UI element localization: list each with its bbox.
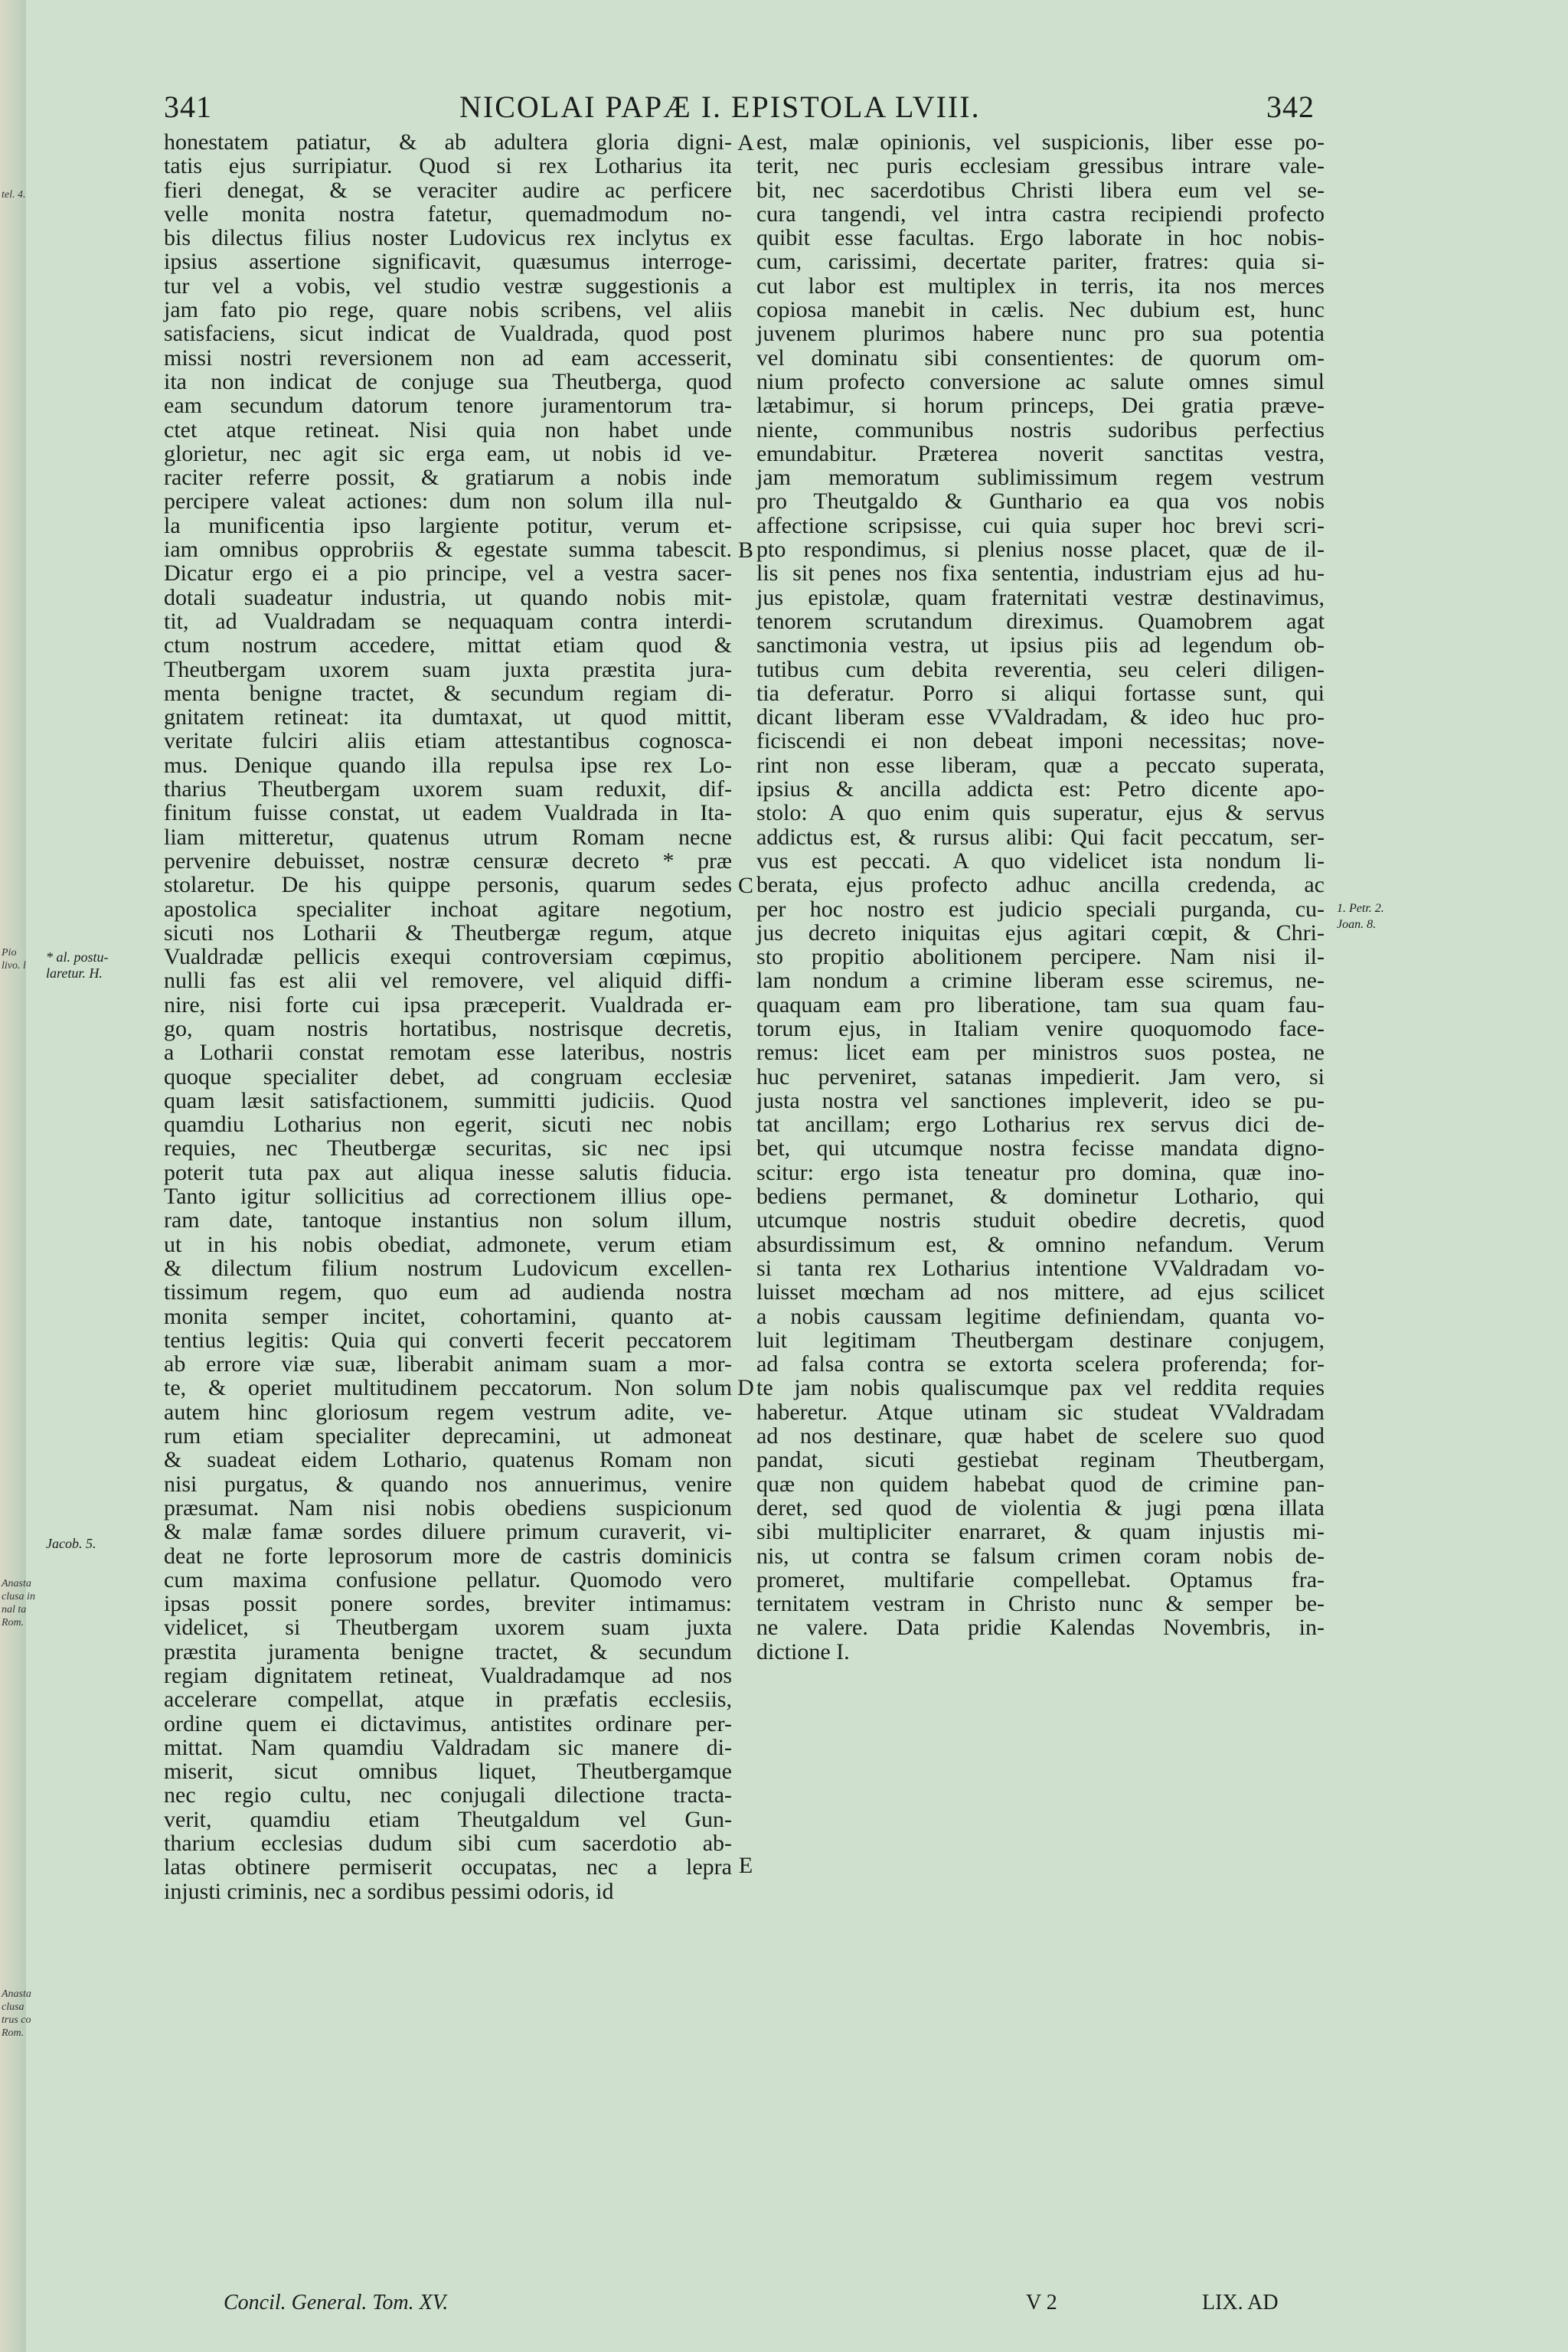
gutter-note: tel. 4.	[2, 189, 26, 201]
text-line: bit, nec sacerdotibus Christi libera eum vel se-	[756, 177, 1325, 203]
text-line: & malæ famæ sordes diluere primum curaverit, vi-	[164, 1519, 732, 1545]
text-line: tat ancillam; ergo Lotharius rex servus dici de-	[756, 1112, 1325, 1138]
text-line: liam mitteretur, quatenus utrum Romam necne	[164, 824, 732, 850]
text-line: niente, communibus nostris sudoribus perfectius	[756, 416, 1325, 443]
text-line: a nobis caussam legitime definiendam, quanta vo-	[756, 1303, 1325, 1329]
text-line: justa nostra vel sanctiones impleverit, ideo se pu-	[756, 1087, 1325, 1113]
text-line: cut labor est multiplex in terris, ita nos merces	[756, 273, 1325, 299]
text-line: monita semper incitet, cohortamini, quanto at-	[164, 1303, 732, 1329]
text-line: deat ne forte leprosorum more de castris dominicis	[164, 1543, 732, 1569]
text-line: verit, quamdiu etiam Theutgaldum vel Gun-	[164, 1806, 732, 1832]
text-line: bet, qui utcumque nostra fecisse mandata digno-	[756, 1135, 1325, 1161]
text-line: finitum fuisse constat, ut eadem Vualdrada in Ita-	[164, 800, 732, 826]
text-line: dotali suadeatur industria, ut quando nobis mit-	[164, 584, 732, 610]
text-line: tharium ecclesias dudum sibi cum sacerdotio ab-	[164, 1831, 732, 1857]
text-line: est, malæ opinionis, vel suspicionis, liber esse po-	[756, 129, 1325, 155]
text-line: lam nondum a crimine liberam esse sciremus, ne-	[756, 968, 1325, 994]
text-line: missi nostri reversionem non ad eam accesserit,	[164, 345, 732, 371]
text-line: regiam dignitatem retineat, Vualdradamque ad nos	[164, 1663, 732, 1688]
text-line: affectione scripsisse, cui quia super hoc brevi scri-	[756, 512, 1325, 538]
running-title: NICOLAI PAPÆ I. EPISTOLA LVIII.	[459, 90, 981, 124]
text-line: ternitatem vestram in Christo nunc & semper be-	[756, 1591, 1325, 1617]
text-line: præstita juramenta benigne tractet, & secundum	[164, 1638, 732, 1664]
text-line: ordine quem ei dictavimus, antistites ordinare per-	[164, 1710, 732, 1736]
text-line: rint non esse liberam, quæ a peccato superata,	[756, 752, 1325, 778]
text-line: tharius Theutbergam uxorem suam reduxit, dif-	[164, 776, 732, 802]
running-header	[0, 89, 1568, 129]
text-line: remus: licet eam per ministros suos postea, ne	[756, 1040, 1325, 1066]
text-line: stolo: A quo enim quis superatur, ejus & servus	[756, 800, 1325, 826]
text-line: & suadeat eidem Lothario, quatenus Romam non	[164, 1447, 732, 1473]
right-text-column	[756, 130, 1325, 1664]
text-line: terit, nec puris ecclesiam gressibus intrare vale-	[756, 153, 1325, 179]
text-line: raciter referre possit, & gratiarum a nobis inde	[164, 465, 732, 491]
footer-signature: V 2	[1026, 2291, 1057, 2314]
text-line: ipsius assertione significavit, quæsumus interroge-	[164, 249, 732, 275]
text-line: te jam nobis qualiscumque pax vel reddita requies	[756, 1375, 1325, 1401]
text-line: ita non indicat de conjuge sua Theutberga, quod	[164, 368, 732, 394]
text-line: jam fato pio rege, quare nobis scribens, vel aliis	[164, 297, 732, 323]
text-line: sanctimonia vestra, ut ipsius piis ad legendum ob-	[756, 632, 1325, 658]
text-line: eam secundum datorum tenore juramentorum tra-	[164, 393, 732, 419]
margin-note-petr: 1. Petr. 2. Joan. 8.	[1337, 902, 1384, 931]
text-line: pro Theutgaldo & Gunthario ea qua vos nobis	[756, 488, 1325, 514]
text-line: glorietur, nec agit sic erga eam, ut nobis id ve-	[164, 440, 732, 466]
text-line: per hoc nostro est judicio speciali purganda, cu-	[756, 896, 1325, 922]
text-line: nis, ut contra se falsum crimen coram nobis de-	[756, 1543, 1325, 1569]
text-line: nium profecto conversione ac salute omnes simul	[756, 368, 1325, 394]
text-line: berata, ejus profecto adhuc ancilla credenda, ac	[756, 872, 1325, 898]
text-line: pervenire debuisset, nostræ censuræ decreto * præ	[164, 848, 732, 874]
text-line: percipere valeat actiones: dum non solum illa nul-	[164, 488, 732, 514]
text-line: præsumat. Nam nisi nobis obediens suspicionum	[164, 1494, 732, 1521]
text-line: torum ejus, in Italiam venire quoquomodo face-	[756, 1015, 1325, 1041]
text-line: menta benigne tractet, & secundum regiam di-	[164, 680, 732, 706]
text-line: vel dominatu sibi consentientes: de quorum om-	[756, 345, 1325, 371]
section-mark-a: A	[737, 130, 754, 155]
text-line: veritate fulciri aliis etiam attestantibus cognosca-	[164, 728, 732, 754]
text-line: nire, nisi forte cui ipsa præceperit. Vualdrada er-	[164, 991, 732, 1018]
text-line: a Lotharii constat remotam esse lateribus, nostris	[164, 1040, 732, 1066]
text-line: lis sit penes nos fixa sententia, industriam ejus ad hu-	[756, 560, 1325, 586]
text-line: ctum nostrum accedere, mittat etiam quod &	[164, 632, 732, 658]
text-line: tia deferatur. Porro si aliqui fortasse sunt, qui	[756, 680, 1325, 706]
text-line: copiosa manebit in cælis. Nec dubium est, hunc	[756, 297, 1325, 323]
text-line: videlicet, si Theutbergam uxorem suam juxta	[164, 1615, 732, 1641]
text-line: quaquam eam pro liberatione, tam sua quam fau-	[756, 991, 1325, 1018]
text-line: si tanta rex Lotharius intentione VValdradam vo-	[756, 1255, 1325, 1281]
text-line: ut in his nobis obediat, admonete, verum etiam	[164, 1231, 732, 1257]
text-line: ne valere. Data pridie Kalendas Novembris, in-	[756, 1615, 1325, 1641]
text-line: latas obtinere permiserit occupatas, nec a lepra	[164, 1854, 732, 1880]
text-line: nec regio cultu, nec conjugali dilectione tracta-	[164, 1782, 732, 1808]
text-line: huc perveniret, satanas impedierit. Jam vero, si	[756, 1063, 1325, 1089]
text-line: promeret, multifarie compellebat. Optamus fra-	[756, 1566, 1325, 1592]
text-line: nisi purgatus, & quando nos annuerimus, venire	[164, 1471, 732, 1497]
text-line: honestatem patiatur, & ab adultera gloria digni-	[164, 129, 732, 155]
gutter-note: Anasta clusa in nal ta Rom.	[2, 1578, 35, 1628]
text-line: & dilectum filium nostrum Ludovicum excellen-	[164, 1255, 732, 1281]
text-line: Vualdradæ pellicis exequi controversiam cœpimus,	[164, 944, 732, 970]
text-line: autem hinc gloriosum regem vestrum adite, ve-	[164, 1399, 732, 1425]
text-line: apostolica specialiter inchoat agitare negotium,	[164, 896, 732, 922]
text-line: sibi multipliciter enarraret, & quam injustis mi-	[756, 1519, 1325, 1545]
text-line: poterit tuta pax aut aliqua inesse salutis fiducia.	[164, 1159, 732, 1185]
text-line: gnitatem retineat: ita dumtaxat, ut quod mittit,	[164, 704, 732, 730]
text-line: go, quam nostris hortatibus, nostrisque decretis,	[164, 1015, 732, 1041]
text-line: iam omnibus opprobriis & egestate summa tabescit.	[164, 537, 732, 563]
gutter-note: Pio livo. l	[2, 947, 26, 972]
text-line: absurdissimum est, & omnino nefandum. Verum	[756, 1231, 1325, 1257]
page-footer	[0, 2291, 1568, 2321]
text-line: quoque specialiter debet, ad congruam ecclesiæ	[164, 1063, 732, 1089]
text-line: luisset mœcham ad nos mittere, ad ejus scilicet	[756, 1279, 1325, 1305]
text-line: Dicatur ergo ei a pio principe, vel a vestra sacer-	[164, 560, 732, 586]
text-line: miserit, sicut omnibus liquet, Theutbergamque	[164, 1759, 732, 1785]
text-line: accelerare compellat, atque in præfatis ecclesiis,	[164, 1687, 732, 1713]
text-line: deret, sed quod de violentia & jugi pœna illata	[756, 1494, 1325, 1521]
text-line: mittat. Nam quamdiu Valdradam sic manere di-	[164, 1734, 732, 1760]
footer-catchword: LIX. AD	[1202, 2291, 1279, 2314]
text-line: quam læsit satisfactionem, summitti judiciis. Quod	[164, 1087, 732, 1113]
text-line: jam memoratum sublimissimum regem vestrum	[756, 465, 1325, 491]
text-line: bis dilectus filius noster Ludovicus rex inclytus ex	[164, 225, 732, 251]
text-line: tenorem scrutandum direximus. Quamobrem agat	[756, 608, 1325, 634]
text-line: ficiscendi ei non debeat imponi necessitas; nove-	[756, 728, 1325, 754]
text-line: lætabimur, si horum princeps, Dei gratia præve-	[756, 393, 1325, 419]
text-line: cura tangendi, vel intra castra recipiendi profecto	[756, 201, 1325, 227]
page-number-left: 341	[164, 90, 212, 124]
text-line: ad nos destinare, quæ habet de scelere suo quod	[756, 1423, 1325, 1449]
footer-source: Concil. General. Tom. XV.	[224, 2291, 449, 2314]
text-line: dicant liberam esse VValdradam, & ideo huc pro-	[756, 704, 1325, 730]
text-line: quæ non quidem habebat quod de crimine pan-	[756, 1471, 1325, 1497]
text-line: luit legitimam Theutbergam destinare conjugem,	[756, 1327, 1325, 1353]
text-line: tur vel a vobis, vel studio vestræ suggestionis a	[164, 273, 732, 299]
text-line: la munificentia ipso largiente potitur, verum et-	[164, 512, 732, 538]
text-line: fieri denegat, & se veraciter audire ac perficere	[164, 177, 732, 203]
binding-gutter	[0, 0, 35, 2352]
section-mark-b: B	[737, 537, 753, 563]
text-line: ipsas possit ponere sordes, breviter intimamus:	[164, 1591, 732, 1617]
text-line: ctet atque retineat. Nisi quia non habet unde	[164, 416, 732, 443]
text-line: ipsius & ancilla addicta est: Petro dicente apo-	[756, 776, 1325, 802]
text-line: cum maxima confusione pellatur. Quomodo vero	[164, 1566, 732, 1592]
text-line: emundabitur. Præterea noverit sanctitas vestra,	[756, 440, 1325, 466]
text-line: haberetur. Atque utinam sic studeat VValdradam	[756, 1399, 1325, 1425]
text-line: requies, nec Theutbergæ securitas, sic nec ipsi	[164, 1135, 732, 1161]
text-line: bediens permanet, & dominetur Lothario, qui	[756, 1184, 1325, 1210]
text-line: Theutbergam uxorem suam juxta præstita jura-	[164, 656, 732, 682]
text-line: sto propitio abolitionem percipere. Nam nisi il-	[756, 944, 1325, 970]
text-line: te, & operiet multitudinem peccatorum. Non solum	[164, 1375, 732, 1401]
text-line: injusti criminis, nec a sordibus pessimi odoris, id	[164, 1878, 614, 1904]
text-line: Tanto igitur sollicitius ad correctionem illius ope-	[164, 1184, 732, 1210]
text-line: utcumque nostris studuit obedire decretis, quod	[756, 1207, 1325, 1233]
text-line: tissimum regem, quo eum ad audienda nostra	[164, 1279, 732, 1305]
text-line: quamdiu Lotharius non egerit, sicuti nec nobis	[164, 1112, 732, 1138]
text-line: nulli fas est alii vel removere, vel aliquid diffi-	[164, 968, 732, 994]
text-line: cum, carissimi, decertate pariter, fratres: quia si-	[756, 249, 1325, 275]
text-line: dictione I.	[756, 1638, 850, 1664]
text-line: tutibus cum debita reverentia, seu celeri diligen-	[756, 656, 1325, 682]
margin-note-jacob: Jacob. 5.	[46, 1536, 96, 1551]
text-line: jus decreto iniquitas ejus agitari cœpit, & Chri-	[756, 920, 1325, 946]
gutter-note: Anasta clusa trus co Rom.	[2, 1988, 31, 2039]
section-mark-e: E	[738, 1853, 753, 1878]
left-text-column	[164, 130, 732, 1903]
text-line: scitur: ergo ista teneatur pro domina, quæ ino-	[756, 1159, 1325, 1185]
text-line: ad falsa contra se extorta scelera proferenda; for-	[756, 1351, 1325, 1377]
section-mark-c: C	[737, 873, 753, 898]
section-mark-d: D	[737, 1375, 754, 1400]
text-line: vus est peccati. A quo videlicet ista nondum li-	[756, 848, 1325, 874]
text-line: juvenem plurimos habere nunc pro sua potentia	[756, 321, 1325, 347]
text-line: ram date, tantoque instantius non solum illum,	[164, 1207, 732, 1233]
text-line: velle monita nostra fatetur, quemadmodum no-	[164, 201, 732, 227]
text-line: pandat, sicuti gestiebat reginam Theutbergam,	[756, 1447, 1325, 1473]
text-line: jus epistolæ, quam fraternitati vestræ destinavimus,	[756, 584, 1325, 610]
text-line: pto respondimus, si plenius nosse placet, quæ de il-	[756, 537, 1325, 563]
text-line: ab errore viæ suæ, liberabit animam suam a mor-	[164, 1351, 732, 1377]
text-line: satisfaciens, sicut indicat de Vualdrada, quod post	[164, 321, 732, 347]
page-number-right: 342	[1266, 90, 1315, 124]
text-line: rum etiam specialiter deprecamini, ut admoneat	[164, 1423, 732, 1449]
text-line: stolaretur. De his quippe personis, quarum sedes	[164, 872, 732, 898]
text-line: sicuti nos Lotharii & Theutbergæ regum, atque	[164, 920, 732, 946]
text-line: tentius legitis: Quia qui converti fecerit peccatorem	[164, 1327, 732, 1353]
text-line: tatis ejus surripiatur. Quod si rex Lotharius ita	[164, 153, 732, 179]
text-line: addictus est, & rursus alibi: Qui facit peccatum, ser-	[756, 824, 1325, 850]
text-line: quibit esse facultas. Ergo laborate in hoc nobis-	[756, 225, 1325, 251]
text-line: mus. Denique quando illa repulsa ipse rex Lo-	[164, 752, 732, 778]
margin-note-alt-reading: * al. postu- laretur. H.	[46, 949, 109, 981]
text-line: tit, ad Vualdradam se nequaquam contra interdi-	[164, 608, 732, 634]
